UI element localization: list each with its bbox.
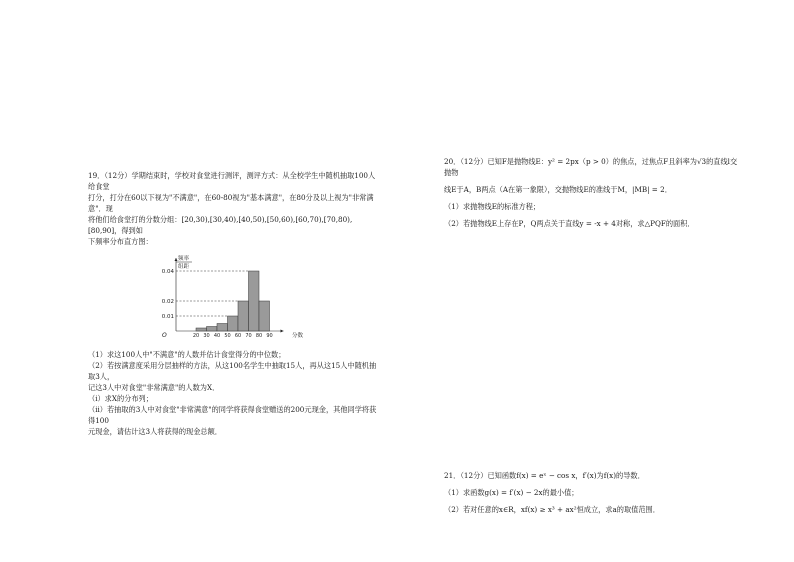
x-tick-label-70: 70 [245,333,252,339]
question-21 [444,470,744,515]
question-20 [444,156,744,229]
q19-sub-5: （ii）若抽取的3人中对食堂"非常满意"的同学将获得食堂赠送的200元现金，其他同学将获得100 [88,405,377,425]
histogram-bar-20-30 [196,328,207,331]
x-tick-label-80: 80 [255,333,263,339]
q19-sub-6: 元现金，请估计这3人将获得的现金总额． [88,427,222,436]
q19-line-3: 将他们给食堂打的分数分组：[20,30),[30,40),[40,50),[50,60),[60,70),[70,80),[80,90]，得到如 [88,215,353,235]
q21-line-3: （2）若对任意的x∈R，xf(x) ≥ x³ + ax²恒成立，求a的取值范围． [444,505,660,514]
q19-sub-1: （1）求这100人中"不满意"的人数并估计食堂得分的中位数； [88,350,286,359]
q19-sub-3: 记这3人中对食堂"非常满意"的人数为X． [88,383,220,392]
y-tick-label-0: 0.01 [161,314,174,320]
q19-line-4: 下频率分布直方图： [88,237,153,246]
x-tick-label-30: 30 [203,333,210,339]
q19-sub-4: （i）求X的分布列； [88,394,153,403]
histogram-bar-80-90 [259,301,270,331]
x-axis-arrow [281,330,284,333]
x-tick-label-20: 20 [192,333,200,339]
y-tick-label-2: 0.04 [161,269,174,275]
q20-line-2: 线E于A，B两点（A在第一象限），交抛物线E的准线于M，|MB| = 2． [444,185,672,194]
y-axis-label-bottom: 组距 [178,264,190,270]
q20-line-4: （2）若抛物线E上存在P，Q两点关于直线y = -x + 4对称，求△PQF的面积． [444,219,695,228]
question-19 [88,170,378,437]
origin-label: O [162,332,167,339]
x-tick-label-90: 90 [266,333,273,339]
x-tick-label-40: 40 [213,333,221,339]
y-tick-label-1: 0.02 [161,299,174,305]
x-tick-label-60: 60 [234,333,242,339]
x-tick-label-50: 50 [224,333,231,339]
q19-sub-2: （2）若按满意度采用分层抽样的方法，从这100名学生中抽取15人，再从这15人中随机抽取3人， [88,361,377,381]
q21-line-2: （1）求函数g(x) = f′(x) − 2x的最小值； [444,488,579,497]
histogram-bar-40-50 [217,324,228,332]
x-axis-label: 分数 [292,333,304,339]
histogram-bar-30-40 [207,327,218,332]
frequency-histogram [160,253,310,345]
histogram-bar-70-80 [249,271,260,331]
y-axis-label-top: 频率 [178,256,190,262]
q20-line-1: 20．（12分）已知F是抛物线E：y² = 2px（p > 0）的焦点，过焦点F且斜率为√3的直线l交抛物 [444,157,738,177]
q19-line-2: 打分，打分在60以下视为"不满意"，在60-80视为"基本满意"，在80分及以上视为"非常满意"．现 [88,193,374,213]
histogram-bar-50-60 [228,316,239,331]
histogram-bar-60-70 [238,301,249,331]
q21-line-1: 21．（12分）已知函数f(x) = eˣ − cos x，f′(x)为f(x)的导数． [444,471,645,480]
q20-line-3: （1）求抛物线E的标准方程； [444,202,541,211]
q19-line-1: 19．（12分）学期结束时，学校对食堂进行测评，测评方式：从全校学生中随机抽取100人给食堂 [88,171,376,191]
